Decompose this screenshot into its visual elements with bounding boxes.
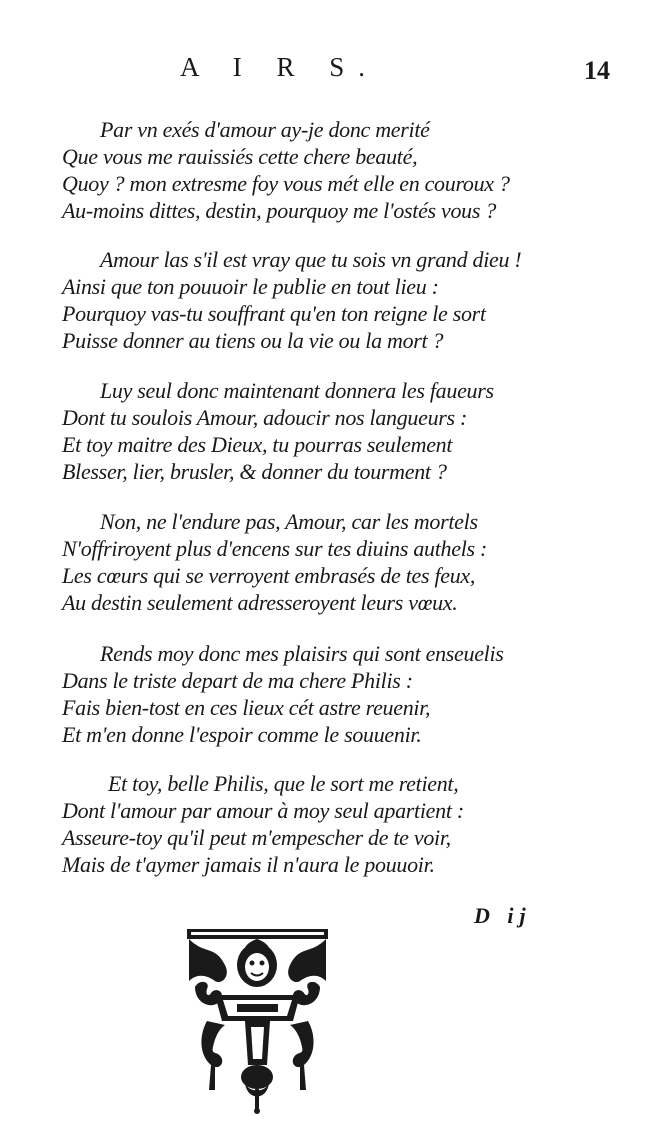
verse-line: Asseure-toy qu'il peut m'empescher de te voir, (62, 825, 451, 850)
verse-line: Luy seul donc maintenant donnera les faueurs (100, 378, 494, 403)
verse-line: Que vous me rauissiés cette chere beauté, (62, 144, 418, 169)
stanza-3 (62, 377, 542, 485)
verse-line: Au-moins dittes, destin, pourquoy me l'ostés vous ? (62, 198, 497, 223)
signature-mark: D ij (474, 903, 532, 928)
stanza-2 (62, 246, 542, 354)
verse-line: Et toy, belle Philis, que le sort me retient, (108, 771, 459, 796)
verse-line: Pourquoy vas-tu souffrant qu'en ton reigne le sort (62, 301, 486, 326)
verse-line: Par vn exés d'amour ay-je donc merité (100, 117, 430, 142)
verse-line: Les cœurs qui se verroyent embrasés de tes feux, (62, 563, 476, 588)
verse-line: Dont l'amour par amour à moy seul apartient : (62, 798, 464, 823)
verse-line: Quoy ? mon extresme foy vous mét elle en couroux ? (62, 171, 510, 196)
page-number: 14 (584, 56, 610, 85)
verse-line: Ainsi que ton pouuoir le publie en tout lieu : (62, 274, 439, 299)
verse-line: Fais bien-tost en ces lieux cét astre reuenir, (62, 695, 431, 720)
stanza-1 (62, 116, 542, 224)
stanza-4 (62, 508, 542, 616)
verse-line: Non, ne l'endure pas, Amour, car les mortels (100, 509, 478, 534)
verse-line: Dans le triste depart de ma chere Philis : (62, 668, 413, 693)
stanza-6 (62, 770, 542, 878)
verse-line: Blesser, lier, brusler, & donner du tourment ? (62, 459, 447, 484)
verse-line: Au destin seulement adresseroyent leurs vœux. (62, 590, 458, 615)
verse-line: Rends moy donc mes plaisirs qui sont enseuelis (100, 641, 504, 666)
verse-line: N'offriroyent plus d'encens sur tes diuins authels : (62, 536, 488, 561)
verse-line: Mais de t'aymer jamais il n'aura le pouuoir. (62, 852, 435, 877)
verse-line: Et toy maitre des Dieux, tu pourras seulement (62, 432, 453, 457)
verse-line: Et m'en donne l'espoir comme le souuenir. (62, 722, 422, 747)
verse-line: Amour las s'il est vray que tu sois vn grand dieu ! (100, 247, 522, 272)
stanza-5 (62, 640, 542, 748)
tailpiece-ornament-icon (185, 925, 330, 1115)
verse-line: Puisse donner au tiens ou la vie ou la mort ? (62, 328, 444, 353)
running-head: A I R S. (180, 52, 380, 82)
verse-line: Dont tu soulois Amour, adoucir nos langueurs : (62, 405, 468, 430)
